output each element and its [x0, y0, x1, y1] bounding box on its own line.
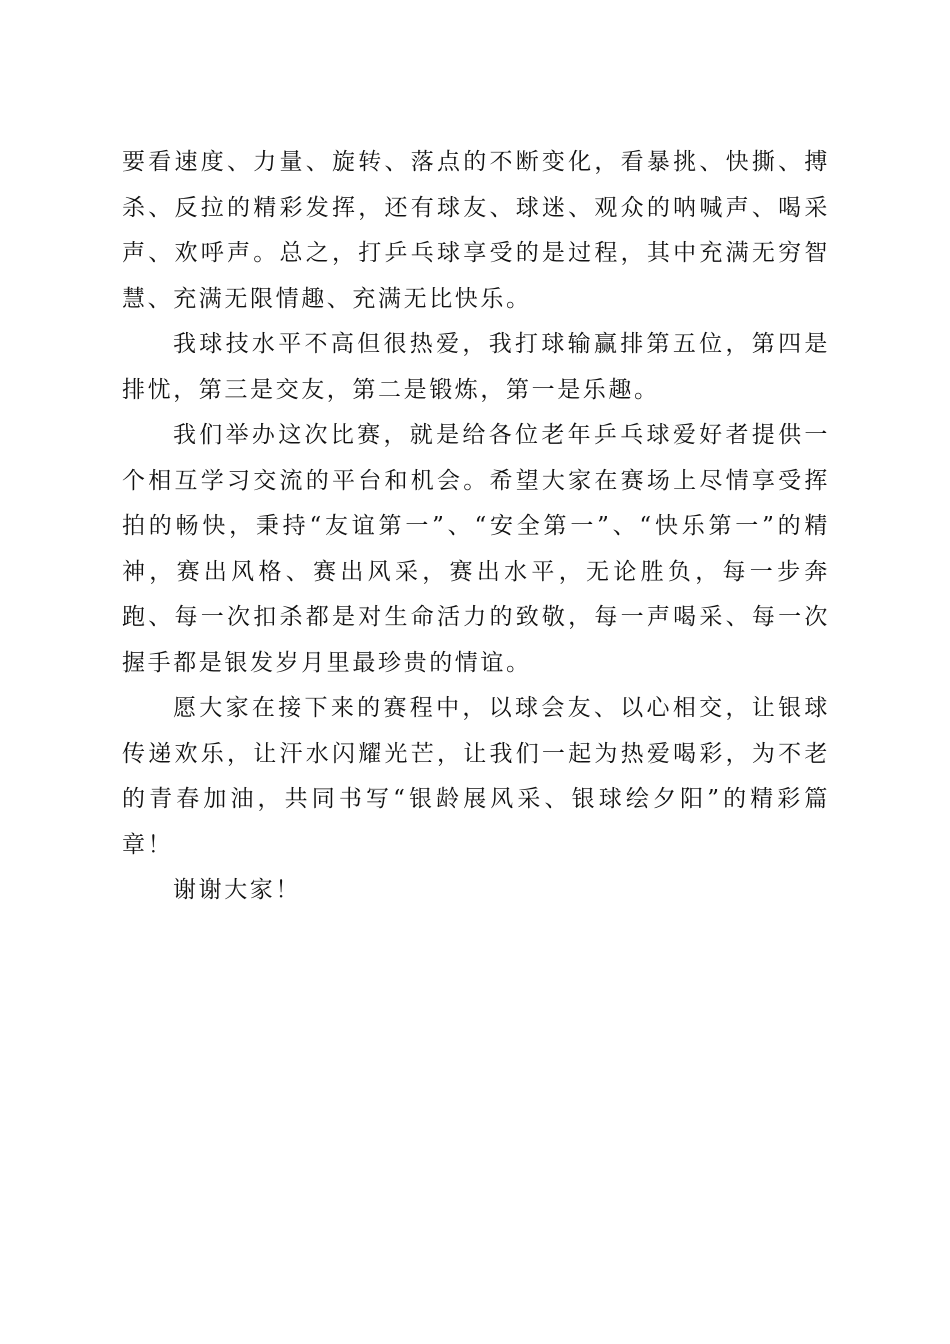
paragraph-competition-purpose: 我们举办这次比赛，就是给各位老年乒乓球爱好者提供一个相互学习交流的平台和机会。希望大家在赛场上尽情享受挥拍的畅快，秉持“友谊第一”、“安全第一”、“快乐第一”的精神，赛出风格、赛出风采，赛出水平，无论胜负，每一步奔跑、每一次扣杀都是对生命活力的致敬，每一声喝采、每一次握手都是银发岁月里最珍贵的情谊。: [122, 422, 830, 676]
paragraph-skill-level: 我球技水平不高但很热爱，我打球输赢排第五位，第四是排忧，第三是交友，第二是锻炼，第一是乐趣。: [122, 331, 830, 403]
closing-thanks: 谢谢大家！: [173, 877, 301, 903]
paragraph-wishes: 愿大家在接下来的赛程中，以球会友、以心相交，让银球传递欢乐，让汗水闪耀光芒，让我们一起为热爱喝彩，为不老的青春加油，共同书写“银龄展风采、银球绘夕阳”的精彩篇章！: [122, 695, 830, 858]
document-body: [122, 140, 830, 914]
paragraph-continued: 要看速度、力量、旋转、落点的不断变化，看暴挑、快撕、搏杀、反拉的精彩发挥，还有球友、球迷、观众的呐喊声、喝采声、欢呼声。总之，打乒乓球享受的是过程，其中充满无穷智慧、充满无限情趣、充满无比快乐。: [122, 149, 830, 312]
